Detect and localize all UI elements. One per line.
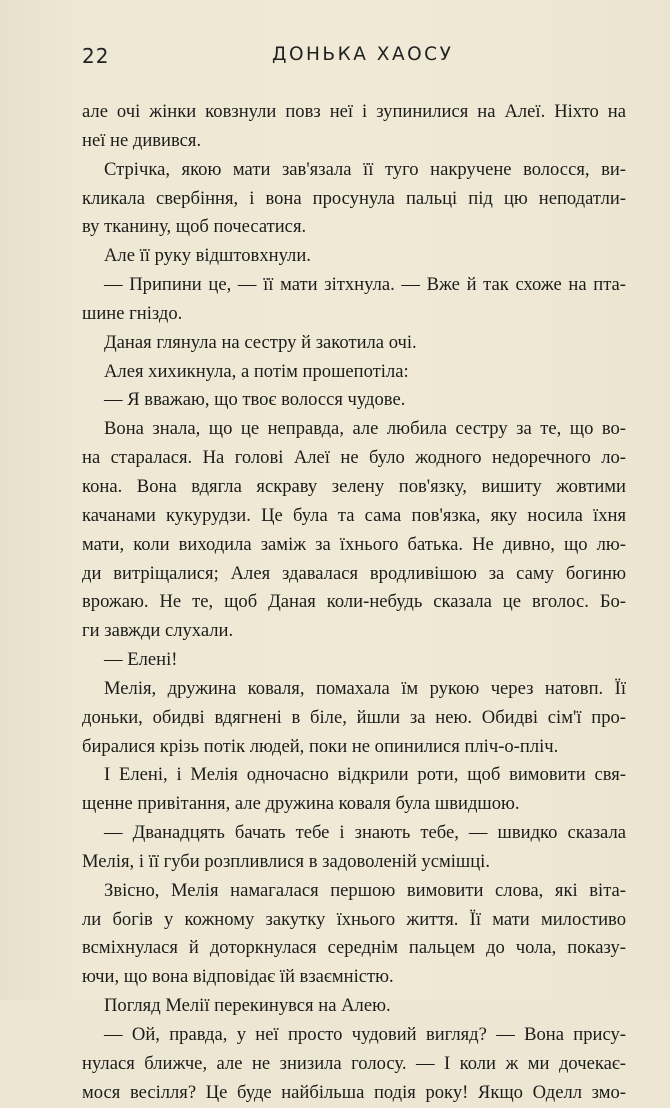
text-line: Мелія, і її губи розпливлися в задоволеній усмішці.: [82, 850, 490, 872]
text-line: кона. Вона вдягла яскраву зелену пов'язку, вишиту жовтими: [82, 475, 626, 497]
text-line: доньки, обидві вдягнені в біле, йшли за нею. Обидві сім'ї про-: [82, 706, 626, 728]
text-line: мося весілля? Це буде найбільша подія року! Якщо Оделл змо-: [82, 1081, 626, 1103]
page-number: 22: [82, 44, 110, 68]
text-line: Даная глянула на сестру й закотила очі.: [104, 331, 417, 353]
text-line: — Припини це, — її мати зітхнула. — Вже й так схоже на пта-: [104, 274, 626, 296]
text-line: ли богів у кожному закутку їхнього життя. Її мати милостиво: [82, 908, 626, 930]
text-line: на старалася. На голові Алеї не було жодного недоречного ло-: [82, 447, 626, 469]
text-line: биралися крізь потік людей, поки не опинилися пліч-о-пліч.: [82, 735, 559, 757]
text-line: Але її руку відштовхнули.: [104, 245, 311, 267]
text-line: нулася ближче, але не знизила голосу. — І коли ж ми дочекає-: [82, 1052, 626, 1074]
text-line: врожаю. Не те, щоб Даная коли-небудь сказала це вголос. Бо-: [82, 591, 626, 613]
text-line: щенне привітання, але дружина коваля була швидшою.: [82, 793, 520, 815]
text-line: ючи, що вона відповідає їй взаємністю.: [82, 966, 394, 988]
text-line: Алея хихикнула, а потім прошепотіла:: [104, 360, 409, 382]
text-line: Погляд Мелії перекинувся на Алею.: [104, 995, 391, 1017]
text-line: ву тканину, щоб почесатися.: [82, 216, 307, 238]
text-line: Стрічка, якою мати зав'язала її туго накручене волосся, ви-: [104, 158, 626, 180]
text-line: ди витріщалися; Алея здавалася вродливішою за саму богиню: [82, 562, 626, 584]
text-line: шине гніздо.: [82, 302, 183, 324]
text-line: Мелія, дружина коваля, помахала їм рукою через натовп. Її: [104, 677, 626, 699]
text-line: — Ой, правда, у неї просто чудовий вигляд? — Вона прису-: [104, 1024, 626, 1045]
text-line: — Я вважаю, що твоє волосся чудове.: [104, 389, 406, 411]
text-line: кликала свербіння, і вона просунула пальці під цю неподатли-: [82, 187, 626, 209]
body-text: [82, 98, 626, 1108]
text-line: Звісно, Мелія намагалася першою вимовити слова, які віта-: [104, 879, 626, 901]
page-header: [82, 44, 622, 74]
text-line: мати, коли виходила заміж за їхнього батька. Не дивно, що лю-: [82, 533, 626, 555]
running-title: ДОНЬКА ХАОСУ: [272, 44, 454, 65]
text-line: неї не дивився.: [82, 129, 202, 151]
text-line: всміхнулася й доторкнулася середнім пальцем до чола, показу-: [82, 937, 626, 959]
text-line: І Елені, і Мелія одночасно відкрили роти, щоб вимовити свя-: [104, 764, 626, 786]
text-line: але очі жінки ковзнули повз неї і зупинилися на Алеї. Ніхто на: [82, 101, 626, 122]
text-line: Вона знала, що це неправда, але любила сестру за те, що во-: [104, 418, 626, 440]
text-line: — Елені!: [104, 649, 178, 671]
text-line: ги завжди слухали.: [82, 620, 234, 642]
text-line: — Дванадцять бачать тебе і знають тебе, — швидко сказала: [104, 822, 626, 844]
text-line: качанами кукурудзи. Це була та сама пов'язка, яку носила їхня: [82, 504, 626, 526]
